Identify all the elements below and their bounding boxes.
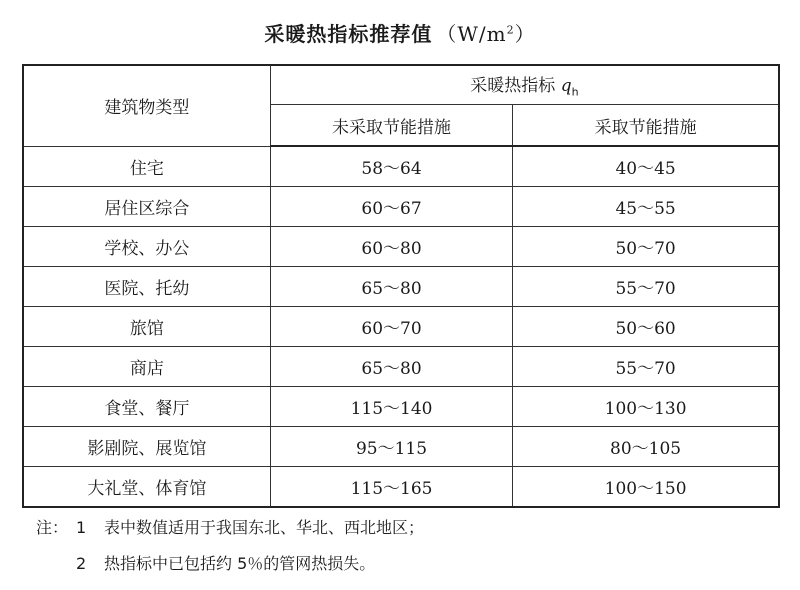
title-unit (436, 22, 535, 46)
note-item (36, 546, 424, 582)
no-measures-cell: 65～80 (270, 267, 512, 307)
with-measures-cell: 55～70 (513, 267, 779, 307)
building-type-cell: 住宅 (23, 146, 270, 187)
table-row (23, 347, 779, 387)
unit-prefix: （W/m (436, 22, 507, 46)
note-number: 2 (76, 554, 87, 573)
table-row (23, 146, 779, 187)
unit-suffix: ） (514, 22, 536, 46)
note-number: 1 (76, 518, 87, 537)
table-row (23, 387, 779, 427)
with-measures-cell: 100～130 (513, 387, 779, 427)
note-text: 表中数值适用于我国东北、华北、西北地区； (104, 518, 425, 537)
notes-label: 注： (36, 518, 69, 537)
row-header-building-type: 建筑物类型 (23, 65, 270, 146)
no-measures-cell: 58～64 (270, 146, 512, 187)
table-row (23, 187, 779, 227)
with-measures-cell: 50～60 (513, 307, 779, 347)
heating-index-table (22, 64, 780, 508)
table-row (23, 267, 779, 307)
building-type-cell: 商店 (23, 347, 270, 387)
note-text: 热指标中已包括约 5％的管网热损失。 (104, 554, 376, 573)
with-measures-cell: 55～70 (513, 347, 779, 387)
with-measures-cell: 100～150 (513, 467, 779, 508)
with-measures-cell: 40～45 (513, 146, 779, 187)
building-type-cell: 学校、办公 (23, 227, 270, 267)
no-measures-cell: 115～165 (270, 467, 512, 508)
header-row-1 (23, 65, 779, 105)
group-header-symbol: q (560, 76, 572, 97)
group-header-text: 采暖热指标 (470, 76, 561, 97)
table-row (23, 427, 779, 467)
note-item (36, 510, 424, 546)
table-row (23, 307, 779, 347)
col-header-with-measures: 采取节能措施 (513, 105, 779, 147)
building-type-cell: 影剧院、展览馆 (23, 427, 270, 467)
table-row (23, 227, 779, 267)
no-measures-cell: 65～80 (270, 347, 512, 387)
table-notes (36, 510, 424, 582)
no-measures-cell: 60～67 (270, 187, 512, 227)
group-header-heating-index (270, 65, 779, 105)
with-measures-cell: 45～55 (513, 187, 779, 227)
no-measures-cell: 95～115 (270, 427, 512, 467)
group-header-subscript: h (571, 85, 579, 99)
building-type-cell: 大礼堂、体育馆 (23, 467, 270, 508)
unit-superscript: 2 (506, 23, 515, 37)
building-type-cell: 旅馆 (23, 307, 270, 347)
no-measures-cell: 60～70 (270, 307, 512, 347)
with-measures-cell: 50～70 (513, 227, 779, 267)
table-title (0, 18, 800, 47)
building-type-cell: 食堂、餐厅 (23, 387, 270, 427)
no-measures-cell: 60～80 (270, 227, 512, 267)
with-measures-cell: 80～105 (513, 427, 779, 467)
building-type-cell: 居住区综合 (23, 187, 270, 227)
title-text: 采暖热指标推荐值 (264, 22, 433, 46)
table-row (23, 467, 779, 508)
building-type-cell: 医院、托幼 (23, 267, 270, 307)
no-measures-cell: 115～140 (270, 387, 512, 427)
col-header-no-measures: 未采取节能措施 (270, 105, 512, 147)
